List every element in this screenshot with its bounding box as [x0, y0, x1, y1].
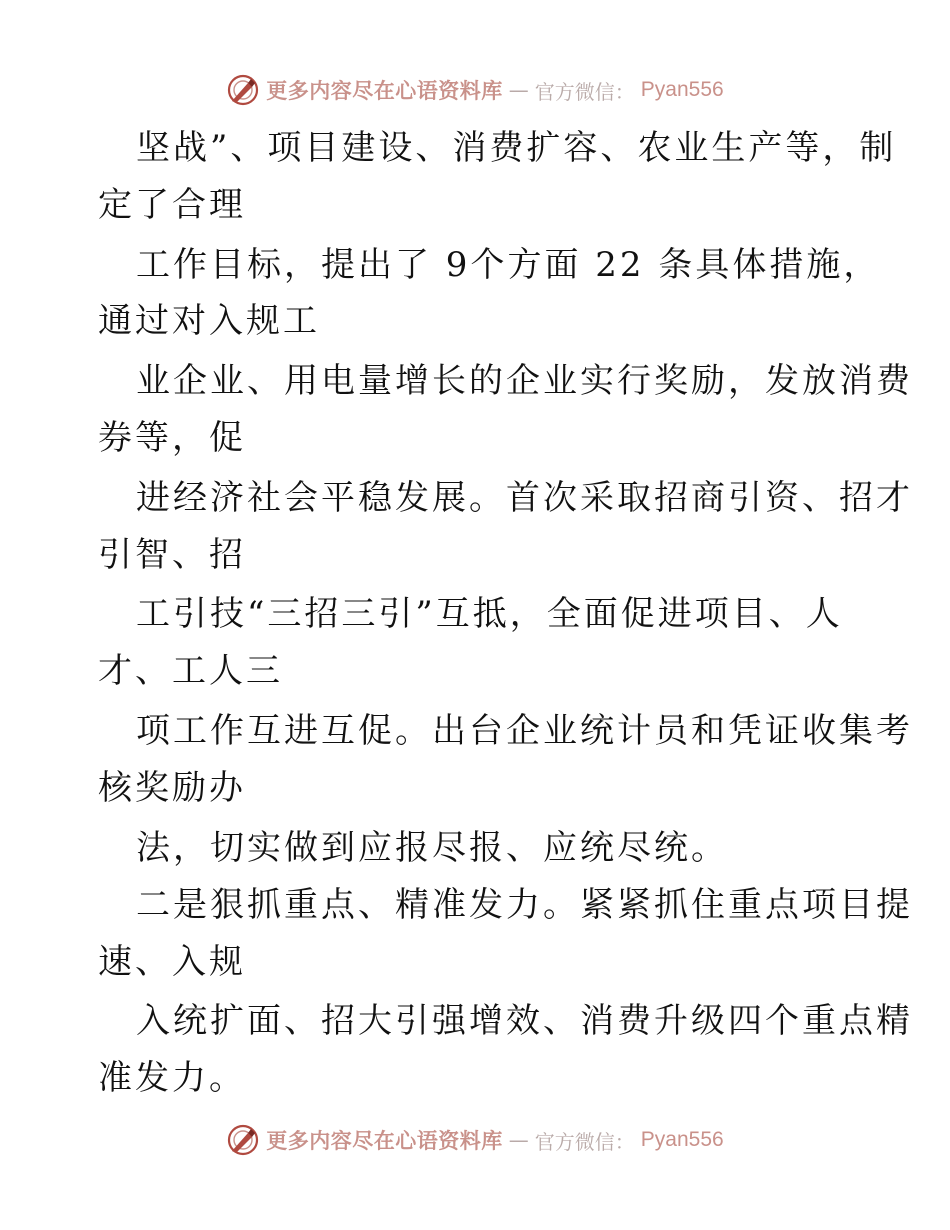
body-line: 才、工人三 [98, 651, 283, 691]
banner-wechat-label: 官方微信： [534, 1129, 635, 1154]
body-line: 通过对入规工 [98, 301, 320, 341]
body-line: 速、入规 [98, 942, 246, 982]
body-line: 券等，促 [98, 418, 246, 458]
banner-separator: — [508, 78, 529, 102]
body-line: 业企业、用电量增长的企业实行奖励，发放消费 [136, 361, 913, 401]
body-line: 工引技“三招三引”互抵，全面促进项目、人 [136, 594, 843, 634]
banner-wechat-id: Pyan556 [640, 78, 724, 101]
body-line: 工作目标，提出了 9个方面 22 条具体措施， [136, 245, 881, 285]
header-banner [0, 70, 950, 110]
body-line: 进经济社会平稳发展。首次采取招商引资、招才 [136, 478, 913, 518]
body-line: 项工作互进互促。出台企业统计员和凭证收集考 [136, 711, 913, 751]
pen-logo-icon [226, 1123, 260, 1157]
body-line: 核奖励办 [98, 768, 246, 808]
body-line: 二是狠抓重点、精准发力。紧紧抓住重点项目提 [136, 885, 913, 925]
banner-brand-text: 更多内容尽在心语资料库 [266, 78, 503, 103]
banner-wechat-id: Pyan556 [640, 1128, 724, 1151]
body-line: 定了合理 [98, 185, 246, 225]
banner-separator: — [508, 1128, 529, 1152]
footer-banner [0, 1120, 950, 1160]
body-line: 法，切实做到应报尽报、应统尽统。 [136, 828, 728, 868]
body-line: 入统扩面、招大引强增效、消费升级四个重点精 [136, 1001, 913, 1041]
pen-logo-icon [226, 73, 260, 107]
body-line: 引智、招 [98, 535, 246, 575]
banner-wechat-label: 官方微信： [534, 79, 635, 104]
banner-brand-text: 更多内容尽在心语资料库 [266, 1128, 503, 1153]
body-line: 坚战”、项目建设、消费扩容、农业生产等，制 [136, 128, 897, 168]
body-line: 准发力。 [98, 1058, 246, 1098]
